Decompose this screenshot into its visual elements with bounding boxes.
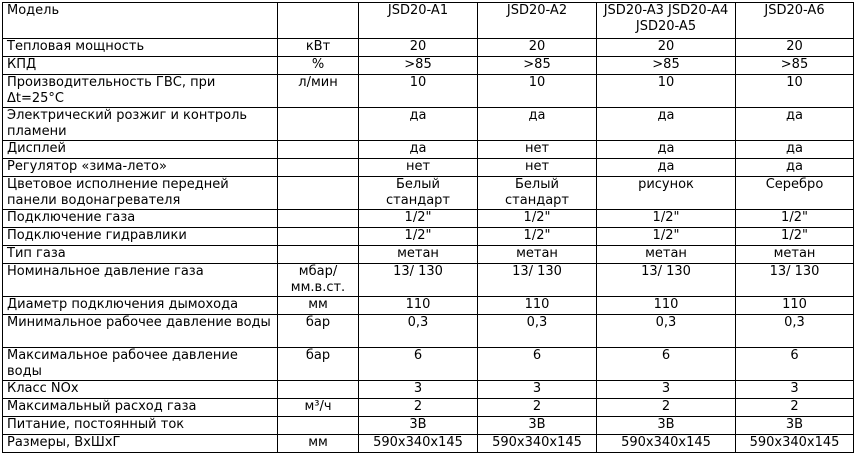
table-row [3,228,854,246]
value-cell: 1/2" [597,210,736,228]
param-cell: Подключение газа [3,210,278,228]
value-cell: 3 [478,381,597,399]
param-cell: Производительность ГВС, при Δt=25°С [3,75,278,108]
param-cell: Максимальный расход газа [3,399,278,417]
value-cell: метан [359,246,478,264]
value-cell: 20 [736,39,854,57]
unit-cell: бар [278,348,359,381]
value-cell: >85 [359,57,478,75]
param-cell: Максимальное рабочее давление воды [3,348,278,381]
unit-cell [278,177,359,210]
unit-cell: м³/ч [278,399,359,417]
param-cell: Регулятор «зима-лето» [3,159,278,177]
value-cell: 3В [597,417,736,435]
value-cell: Серебро [736,177,854,210]
spec-table [2,2,854,453]
value-cell: >85 [478,57,597,75]
value-cell: 3В [736,417,854,435]
unit-cell: бар [278,315,359,348]
param-cell: Класс NOx [3,381,278,399]
value-cell: 6 [478,348,597,381]
value-cell: 110 [597,297,736,315]
value-cell: 20 [597,39,736,57]
param-cell: Дисплей [3,141,278,159]
value-cell: 0,3 [736,315,854,348]
value-cell: 1/2" [736,228,854,246]
value-cell: 20 [359,39,478,57]
unit-cell [278,108,359,141]
unit-cell: мм [278,435,359,453]
value-cell: 2 [736,399,854,417]
header-model-a3-a5: JSD20-A3 JSD20-A4 JSD20-A5 [597,3,736,39]
value-cell: нет [359,159,478,177]
value-cell: да [597,141,736,159]
value-cell: 0,3 [478,315,597,348]
unit-cell [278,228,359,246]
value-cell: метан [736,246,854,264]
value-cell: 3 [359,381,478,399]
value-cell: да [736,141,854,159]
header-model-a1: JSD20-A1 [359,3,478,39]
value-cell: нет [478,141,597,159]
value-cell: 13/ 130 [359,264,478,297]
value-cell: да [736,159,854,177]
value-cell: 10 [359,75,478,108]
value-cell: 1/2" [597,228,736,246]
value-cell: 0,3 [359,315,478,348]
value-cell: 3В [478,417,597,435]
header-model-a2: JSD20-A2 [478,3,597,39]
param-cell: Тип газа [3,246,278,264]
value-cell: 13/ 130 [597,264,736,297]
param-cell: Цветовое исполнение передней панели водонагревателя [3,177,278,210]
unit-cell: кВт [278,39,359,57]
table-row [3,75,854,108]
value-cell: 10 [736,75,854,108]
param-cell: Размеры, ВхШхГ [3,435,278,453]
param-cell: Диаметр подключения дымохода [3,297,278,315]
table-row [3,264,854,297]
value-cell: да [478,108,597,141]
value-cell: 6 [359,348,478,381]
unit-cell [278,381,359,399]
value-cell: 6 [597,348,736,381]
value-cell: >85 [736,57,854,75]
value-cell: 110 [478,297,597,315]
value-cell: 3В [359,417,478,435]
table-row [3,381,854,399]
unit-cell [278,141,359,159]
spec-table-body [3,3,854,453]
header-model-a6: JSD20-A6 [736,3,854,39]
value-cell: Белый стандарт [478,177,597,210]
unit-cell [278,159,359,177]
value-cell: 3 [736,381,854,399]
unit-cell: % [278,57,359,75]
value-cell: 110 [736,297,854,315]
table-row [3,246,854,264]
value-cell: >85 [597,57,736,75]
value-cell: 13/ 130 [736,264,854,297]
param-cell: КПД [3,57,278,75]
value-cell: 13/ 130 [478,264,597,297]
unit-cell [278,417,359,435]
value-cell: метан [478,246,597,264]
value-cell: 10 [478,75,597,108]
param-cell: Подключение гидравлики [3,228,278,246]
value-cell: 1/2" [359,210,478,228]
value-cell: 1/2" [359,228,478,246]
value-cell: 10 [597,75,736,108]
value-cell: метан [597,246,736,264]
value-cell: 6 [736,348,854,381]
table-row [3,315,854,348]
param-cell: Питание, постоянный ток [3,417,278,435]
value-cell: 2 [359,399,478,417]
value-cell: да [597,159,736,177]
table-row [3,108,854,141]
header-unit [278,3,359,39]
param-cell: Тепловая мощность [3,39,278,57]
value-cell: да [359,108,478,141]
value-cell: 1/2" [736,210,854,228]
value-cell: 590x340x145 [359,435,478,453]
table-row [3,348,854,381]
unit-cell: мбар/ мм.в.ст. [278,264,359,297]
value-cell: 0,3 [597,315,736,348]
table-row [3,141,854,159]
unit-cell: мм [278,297,359,315]
table-row [3,399,854,417]
unit-cell: л/мин [278,75,359,108]
value-cell: 2 [478,399,597,417]
unit-cell [278,246,359,264]
table-row [3,297,854,315]
value-cell: 590x340x145 [478,435,597,453]
table-row [3,435,854,453]
table-row [3,210,854,228]
param-cell: Электрический розжиг и контроль пламени [3,108,278,141]
value-cell: 1/2" [478,210,597,228]
value-cell: рисунок [597,177,736,210]
table-row [3,159,854,177]
table-row [3,417,854,435]
value-cell: да [736,108,854,141]
param-cell: Минимальное рабочее давление воды [3,315,278,348]
table-row [3,177,854,210]
value-cell: 110 [359,297,478,315]
param-cell: Номинальное давление газа [3,264,278,297]
value-cell: 590x340x145 [736,435,854,453]
unit-cell [278,210,359,228]
value-cell: 3 [597,381,736,399]
value-cell: да [359,141,478,159]
table-row [3,39,854,57]
value-cell: 590x340x145 [597,435,736,453]
value-cell: нет [478,159,597,177]
header-row [3,3,854,39]
header-model-label: Модель [3,3,278,39]
table-row [3,57,854,75]
value-cell: да [597,108,736,141]
value-cell: 20 [478,39,597,57]
value-cell: Белый стандарт [359,177,478,210]
value-cell: 1/2" [478,228,597,246]
value-cell: 2 [597,399,736,417]
